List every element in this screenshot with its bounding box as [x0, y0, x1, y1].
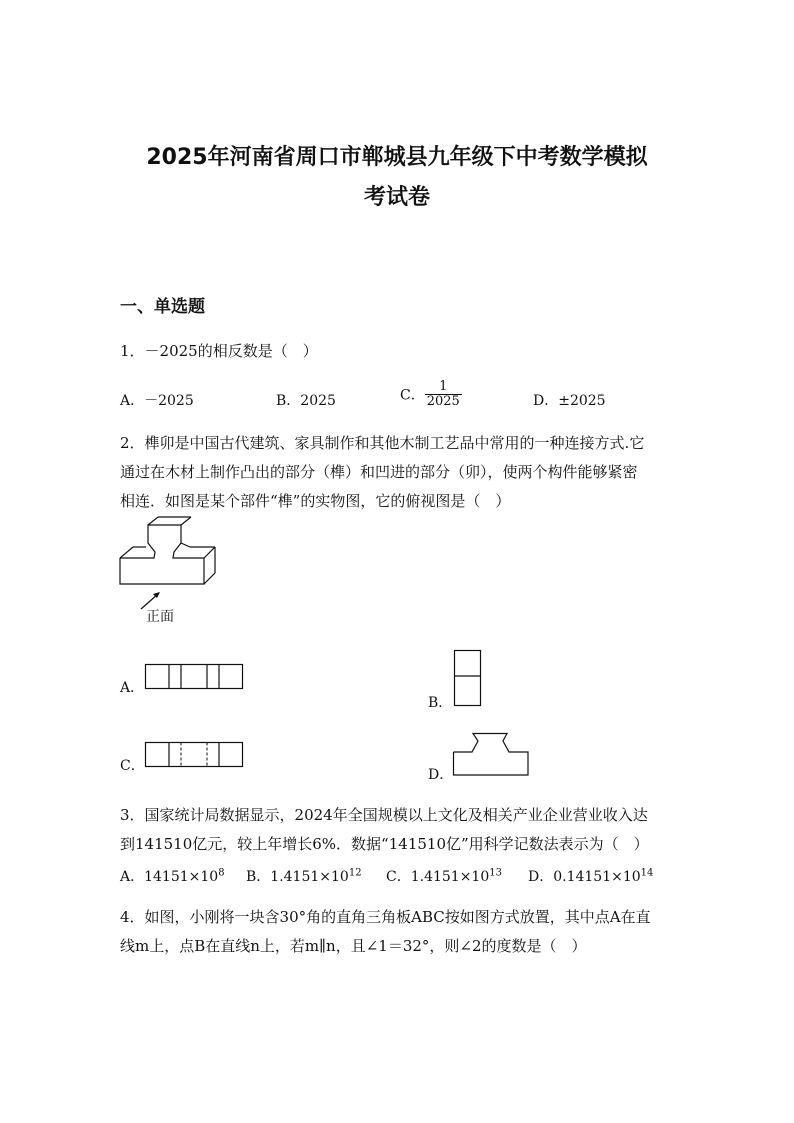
q3-option-c-exp: 13	[489, 867, 502, 879]
q2-option-a: A．	[120, 680, 145, 696]
question-2-stem-line3: 相连．如图是某个部件“榫”的实物图，它的俯视图是（ ）	[120, 492, 511, 510]
page-title-line2: 考试卷	[363, 185, 430, 210]
page-title-line1: 2025年河南省周口市郸城县九年级下中考数学模拟	[146, 145, 648, 170]
q3-option-c	[386, 866, 502, 886]
fraction-numerator: 1	[425, 380, 462, 395]
q2-option-d-figure	[453, 733, 531, 778]
q3-option-d-base: D．0.14151×10	[528, 869, 641, 885]
question-4-stem-line2: 线m上，点B在直线n上，若m∥n，且∠1＝32°，则∠2的度数是（ ）	[120, 937, 587, 955]
q1-option-b: B．2025	[276, 393, 336, 409]
q3-option-b-base: B．1.4151×10	[246, 869, 349, 885]
q2-option-b-figure	[454, 650, 484, 708]
q3-option-d-exp: 14	[640, 867, 654, 879]
q3-option-a-exp: 8	[218, 867, 225, 879]
q1-option-c	[400, 380, 462, 409]
section-heading: 一、单选题	[120, 297, 205, 317]
q3-option-c-base: C．1.4151×10	[386, 869, 490, 885]
q2-option-d: D．	[428, 767, 454, 783]
question-3-stem-line1: 3．国家统计局数据显示，2024年全国规模以上文化及相关产业企业营业收入达	[120, 806, 648, 824]
q3-option-d	[528, 866, 653, 886]
q3-option-a-base: A．14151×10	[120, 869, 219, 885]
q2-option-b: B．	[428, 695, 453, 711]
question-1-stem: 1．－2025的相反数是（ ）	[120, 342, 318, 360]
q2-option-c-figure	[145, 742, 245, 768]
q3-option-b	[246, 866, 362, 886]
q2-option-c: C．	[120, 758, 145, 774]
tenon-3d-figure	[118, 525, 218, 610]
question-2-stem-line1: 2．榫卯是中国古代建筑、家具制作和其他木制工艺品中常用的一种连接方式.它	[120, 434, 645, 452]
fraction-denominator: 2025	[426, 394, 460, 409]
q1-option-c-fraction	[425, 380, 462, 409]
q1-option-a: A．－2025	[120, 393, 194, 409]
front-view-label: 正面	[146, 609, 174, 625]
q1-option-d: D．±2025	[533, 393, 606, 409]
question-4-stem-line1: 4．如图，小刚将一块含30°角的直角三角板ABC按如图方式放置，其中点A在直	[120, 908, 651, 926]
question-3-stem-line2: 到141510亿元，较上年增长6%．数据“141510亿”用科学记数法表示为（ ）	[120, 835, 649, 853]
question-2-stem-line2: 通过在木材上制作凸出的部分（榫）和凹进的部分（卯），使两个构件能够紧密	[120, 463, 638, 481]
q3-option-b-exp: 12	[348, 867, 362, 879]
q2-option-a-figure	[145, 664, 245, 690]
q1-option-c-label: C．	[400, 387, 425, 404]
q3-option-a	[120, 866, 225, 886]
